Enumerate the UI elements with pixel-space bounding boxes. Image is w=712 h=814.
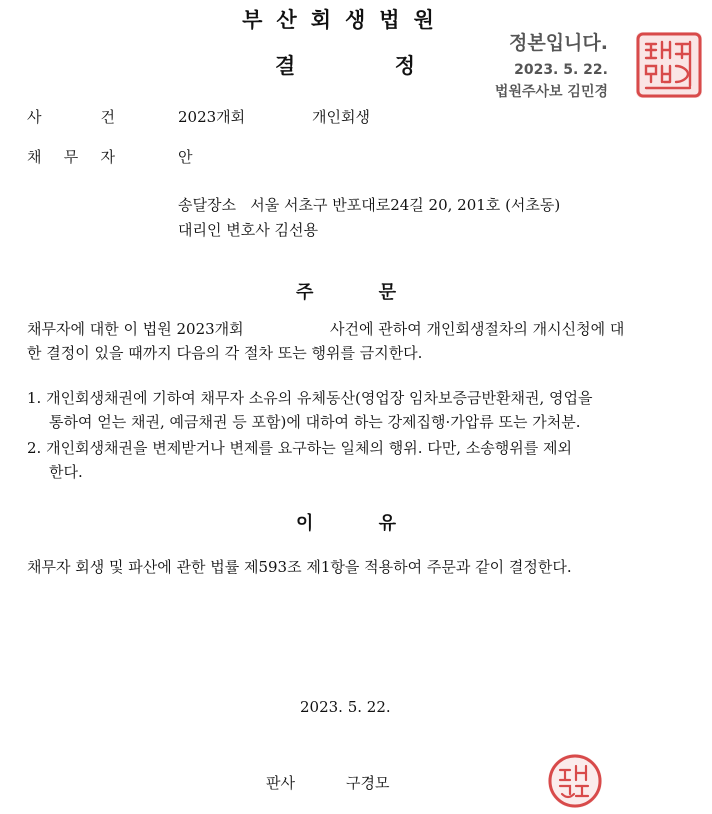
service-address: 송달장소 서울 서초구 반포대로24길 20, 201호 (서초동) xyxy=(178,196,561,214)
legal-agent: 대리인 변호사 김선용 xyxy=(178,221,318,239)
judge-seal-icon xyxy=(546,752,604,810)
order-item-2-cont: 한다. xyxy=(49,463,83,481)
court-clerk-seal-icon xyxy=(634,30,704,100)
order-text-line1b: 사건에 관하여 개인회생절차의 개시신청에 대 xyxy=(330,320,625,338)
document-title xyxy=(275,50,415,80)
debtor-name: 안 xyxy=(178,148,193,166)
judge-title: 판사 xyxy=(266,774,295,792)
decision-date: 2023. 5. 22. xyxy=(300,698,391,716)
order-text-line2: 한 결정이 있을 때까지 다음의 각 절차 또는 행위를 금지한다. xyxy=(27,344,423,362)
order-item-2: 2. 개인회생채권을 변제받거나 변제를 요구하는 일체의 행위. 다만, 소송행위를 제외 xyxy=(27,439,572,457)
reason-text: 채무자 회생 및 파산에 관한 법률 제593조 제1항을 적용하여 주문과 같이 결정한다. xyxy=(27,558,572,576)
order-item-1: 1. 개인회생채권에 기하여 채무자 소유의 유체동산(영업장 임차보증금반환채권, 영업을 xyxy=(27,389,593,407)
court-name: 부산회생법원 xyxy=(242,8,448,32)
document-title-char-1: 결 xyxy=(275,54,296,78)
document-title-char-2: 정 xyxy=(394,54,415,78)
judge-name: 구경모 xyxy=(346,774,390,792)
case-name: 개인회생 xyxy=(312,108,370,126)
certified-date: 2023. 5. 22. xyxy=(514,62,608,78)
order-text-line1a: 채무자에 대한 이 법원 2023개회 xyxy=(27,320,244,338)
judge-seal xyxy=(546,752,604,810)
certified-copy-stamp: 정본입니다. xyxy=(509,32,608,54)
court-clerk: 법원주사보 김민경 xyxy=(494,84,608,100)
order-item-1-cont: 통하여 얻는 채권, 예금채권 등 포함)에 대하여 하는 강제집행·가압류 또는 가처분. xyxy=(49,413,581,431)
reason-heading: 이 유 xyxy=(296,513,396,534)
case-number: 2023개회 xyxy=(178,108,246,126)
court-clerk-seal xyxy=(634,30,704,100)
case-label: 사 건 xyxy=(27,108,115,126)
order-heading: 주 문 xyxy=(296,282,396,303)
debtor-label: 채 무 자 xyxy=(27,148,115,166)
